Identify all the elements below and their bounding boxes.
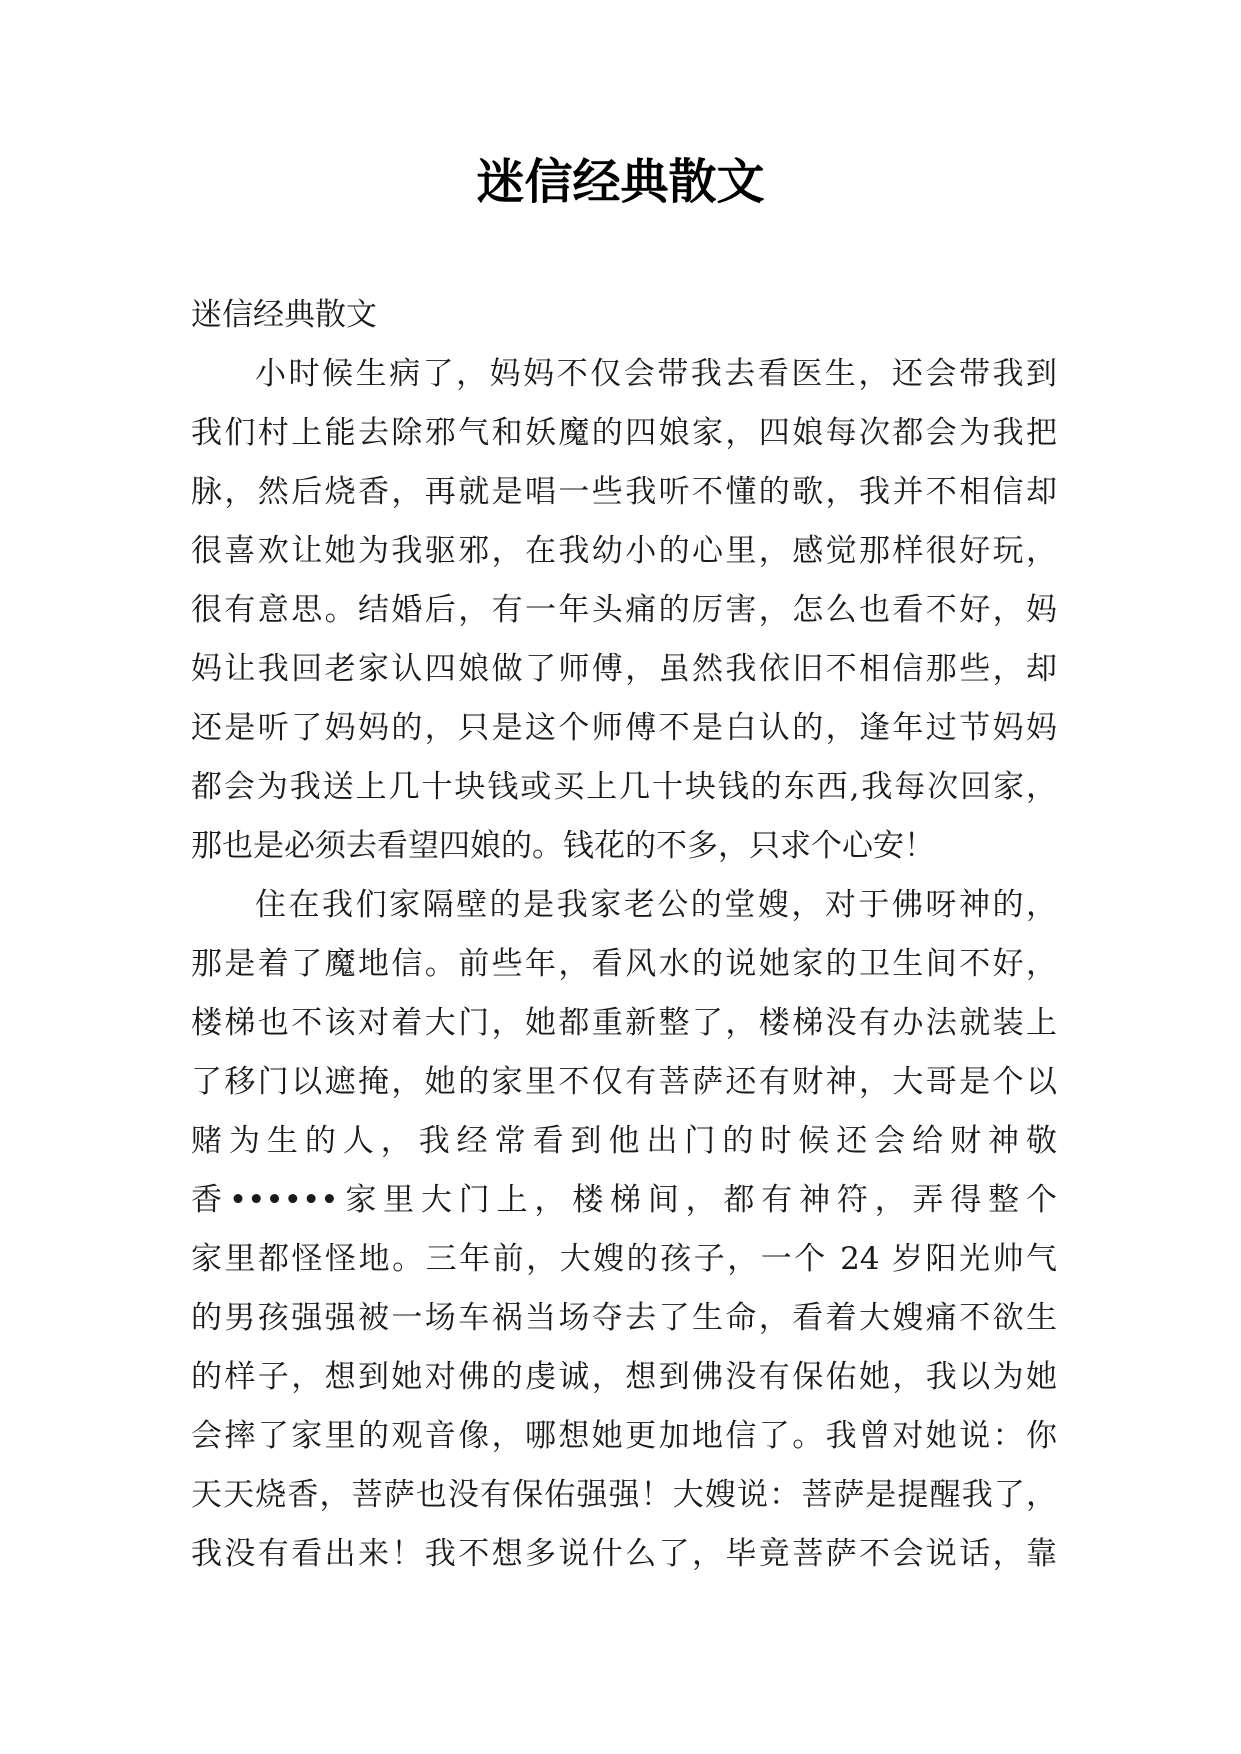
- text-line: 住在我们家隔壁的是我家老公的堂嫂，对于佛呀神的，: [255, 887, 1057, 923]
- document-subtitle: 迷信经典散文: [191, 297, 377, 333]
- text-line: 了移门以遮掩，她的家里不仅有菩萨还有财神，大哥是个以: [191, 1064, 1057, 1100]
- text-line: 那也是必须去看望四娘的。钱花的不多，只求个心安！: [191, 828, 935, 864]
- text-line: 那是着了魔地信。前些年，看风水的说她家的卫生间不好，: [191, 946, 1057, 982]
- text-line: 赌为生的人，我经常看到他出门的时候还会给财神敬: [191, 1123, 1057, 1159]
- text-line: 的样子，想到她对佛的虔诚，想到佛没有保佑她，我以为她: [191, 1359, 1057, 1395]
- text-line: 香••••••家里大门上，楼梯间，都有神符，弄得整个: [191, 1182, 1057, 1218]
- document-body: [191, 286, 1057, 1584]
- text-line: 妈让我回老家认四娘做了师傅，虽然我依旧不相信那些，却: [191, 651, 1057, 687]
- text-line: 的男孩强强被一场车祸当场夺去了生命，看着大嫂痛不欲生: [191, 1300, 1057, 1336]
- text-line: 都会为我送上几十块钱或买上几十块钱的东西,我每次回家，: [191, 769, 1057, 805]
- text-line: 家里都怪怪地。三年前，大嫂的孩子，一个 24 岁阳光帅气: [191, 1241, 1057, 1277]
- text-line: 很喜欢让她为我驱邪，在我幼小的心里，感觉那样很好玩，: [191, 533, 1057, 569]
- text-line: 小时候生病了，妈妈不仅会带我去看医生，还会带我到: [255, 356, 1057, 392]
- text-line: 脉，然后烧香，再就是唱一些我听不懂的歌，我并不相信却: [191, 474, 1057, 510]
- text-line: 天天烧香，菩萨也没有保佑强强！大嫂说：菩萨是提醒我了，: [191, 1477, 1057, 1513]
- text-line: 很有意思。结婚后，有一年头痛的厉害，怎么也看不好，妈: [191, 592, 1057, 628]
- text-line: 楼梯也不该对着大门，她都重新整了，楼梯没有办法就装上: [191, 1005, 1057, 1041]
- text-line: 我没有看出来！我不想多说什么了，毕竟菩萨不会说话，靠: [191, 1536, 1057, 1572]
- text-line: 还是听了妈妈的，只是这个师傅不是白认的，逢年过节妈妈: [191, 710, 1057, 746]
- text-line: 我们村上能去除邪气和妖魔的四娘家，四娘每次都会为我把: [191, 415, 1057, 451]
- text-line: 会摔了家里的观音像，哪想她更加地信了。我曾对她说：你: [191, 1418, 1057, 1454]
- document-title: 迷信经典散文: [476, 154, 765, 210]
